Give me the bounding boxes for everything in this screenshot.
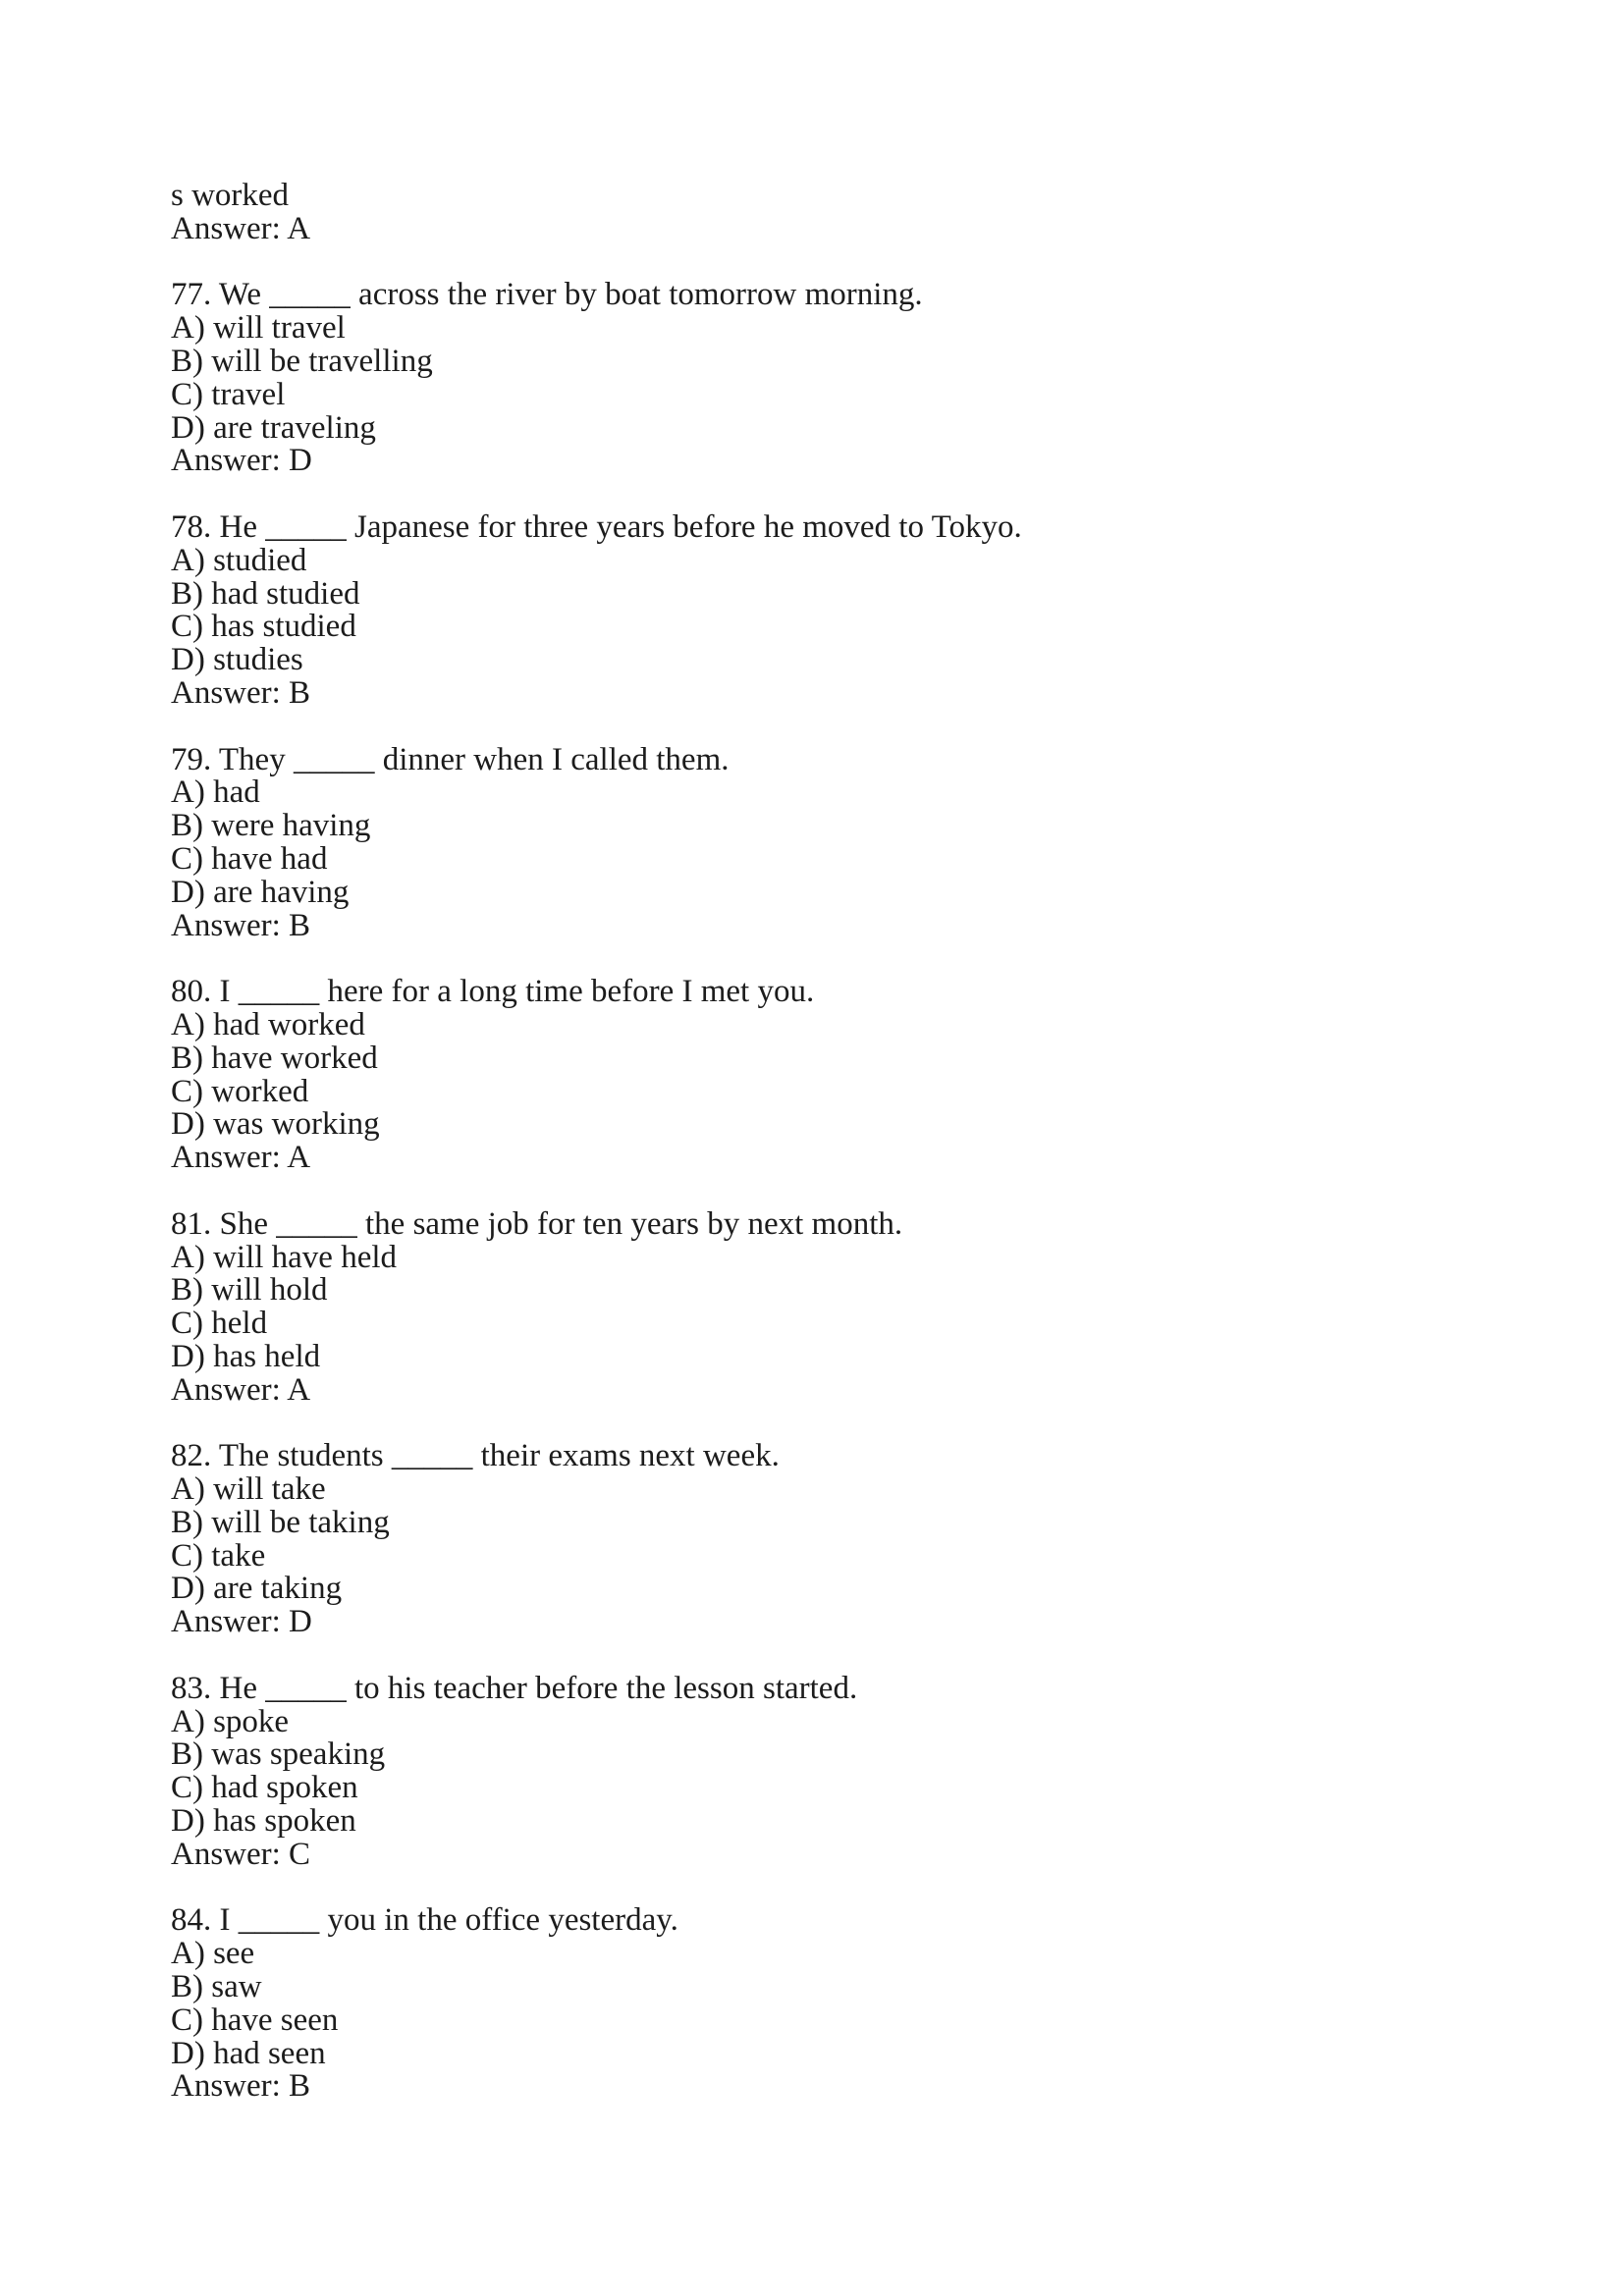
fragment-answer: Answer: A bbox=[171, 210, 311, 246]
option-c: C) have had bbox=[171, 840, 328, 877]
answer-line: Answer: D bbox=[171, 1604, 312, 1640]
option-b: B) were having bbox=[171, 808, 371, 844]
question-stem: 77. We _____ across the river by boat tomorrow morning. bbox=[171, 277, 923, 313]
question-stem: 80. I _____ here for a long time before I met you. bbox=[171, 974, 815, 1010]
question-stem: 78. He _____ Japanese for three years before he moved to Tokyo. bbox=[171, 508, 1022, 545]
option-d: D) studies bbox=[171, 642, 303, 678]
question-78 bbox=[171, 508, 1447, 711]
question-stem: 79. They _____ dinner when I called them. bbox=[171, 741, 730, 777]
option-a: A) spoke bbox=[171, 1703, 290, 1739]
option-c: C) travel bbox=[171, 376, 286, 412]
question-77 bbox=[171, 279, 1447, 478]
option-c: C) have seen bbox=[171, 2002, 339, 2038]
answer-line: Answer: D bbox=[171, 443, 312, 479]
option-d: D) are having bbox=[171, 874, 350, 910]
option-a: A) will have held bbox=[171, 1239, 398, 1275]
option-d: D) was working bbox=[171, 1106, 380, 1143]
option-d: D) has spoken bbox=[171, 1803, 356, 1840]
option-b: B) saw bbox=[171, 1969, 262, 2005]
option-c: C) held bbox=[171, 1306, 268, 1342]
option-b: B) will be travelling bbox=[171, 343, 433, 379]
question-80 bbox=[171, 976, 1447, 1175]
option-a: A) will travel bbox=[171, 310, 346, 347]
fragment-block bbox=[171, 180, 1447, 246]
option-a: A) will take bbox=[171, 1471, 326, 1508]
question-79 bbox=[171, 741, 1447, 943]
question-stem: 84. I _____ you in the office yesterday. bbox=[171, 1902, 678, 1939]
question-82 bbox=[171, 1440, 1447, 1639]
option-d: D) are taking bbox=[171, 1571, 343, 1607]
option-a: A) had bbox=[171, 774, 260, 811]
question-83 bbox=[171, 1670, 1447, 1872]
answer-line: Answer: A bbox=[171, 1140, 311, 1176]
option-b: B) had studied bbox=[171, 575, 360, 612]
option-c: C) has studied bbox=[171, 609, 356, 645]
question-84 bbox=[171, 1904, 1447, 2104]
option-c: C) take bbox=[171, 1537, 266, 1574]
answer-line: Answer: B bbox=[171, 907, 311, 943]
option-b: B) have worked bbox=[171, 1040, 378, 1076]
option-d: D) has held bbox=[171, 1338, 321, 1374]
question-stem: 83. He _____ to his teacher before the lesson started. bbox=[171, 1670, 858, 1706]
option-b: B) will be taking bbox=[171, 1504, 390, 1540]
fragment-text: s worked bbox=[171, 178, 290, 213]
option-b: B) was speaking bbox=[171, 1736, 386, 1773]
document-page bbox=[171, 180, 1447, 2104]
answer-line: Answer: B bbox=[171, 674, 311, 711]
answer-line: Answer: C bbox=[171, 1836, 311, 1872]
option-a: A) studied bbox=[171, 542, 307, 578]
answer-line: Answer: B bbox=[171, 2068, 311, 2105]
option-a: A) see bbox=[171, 1936, 255, 1972]
option-a: A) had worked bbox=[171, 1006, 365, 1042]
question-81 bbox=[171, 1205, 1447, 1408]
option-d: D) had seen bbox=[171, 2035, 326, 2071]
question-stem: 81. She _____ the same job for ten years by next month. bbox=[171, 1205, 903, 1242]
option-c: C) had spoken bbox=[171, 1770, 358, 1806]
option-b: B) will hold bbox=[171, 1272, 328, 1308]
option-d: D) are traveling bbox=[171, 409, 376, 446]
question-stem: 82. The students _____ their exams next week. bbox=[171, 1438, 780, 1474]
option-c: C) worked bbox=[171, 1073, 309, 1109]
answer-line: Answer: A bbox=[171, 1371, 311, 1408]
